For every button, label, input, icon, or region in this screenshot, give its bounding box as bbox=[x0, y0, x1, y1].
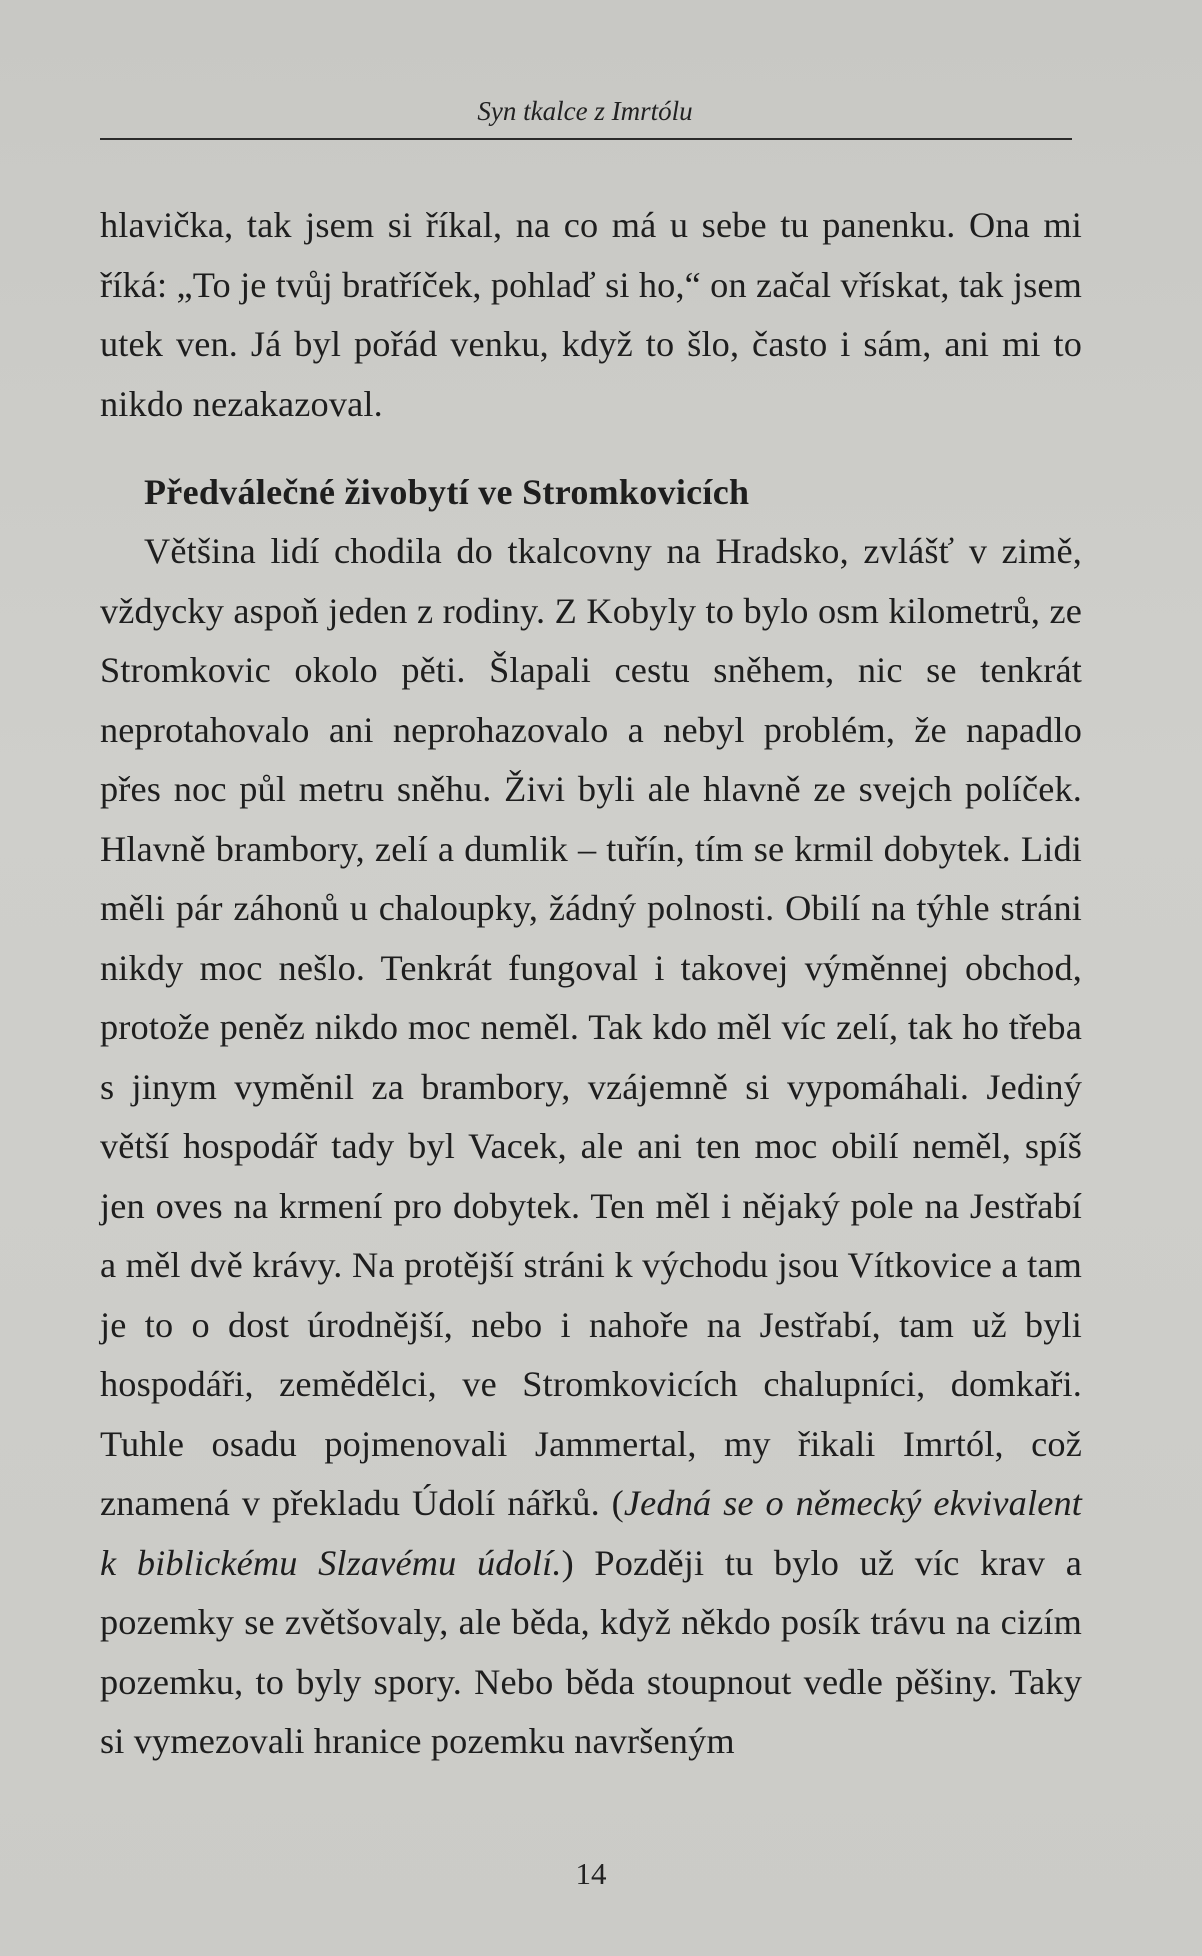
section-paragraph bbox=[100, 522, 1082, 1772]
book-title: Syn tkalce z Imrtólu bbox=[477, 96, 693, 126]
intro-paragraph: hlavička, tak jsem si říkal, na co má u sebe tu panenku. Ona mi říká: „To je tvůj bratříček, pohlaď si ho,“ on začal vřískat, tak jsem utek ven. Já byl pořád venku, když to šlo, často i sám, ani mi to nikdo nezakazoval. bbox=[100, 205, 1082, 424]
header-rule bbox=[100, 138, 1072, 140]
running-header bbox=[100, 96, 1070, 127]
section-text: Většina lidí chodila do tkalcovny na Hradsko, zvlášť v zimě, vždycky aspoň jeden z rodiny. Z Kobyly to bylo osm kilometrů, ze Stromkovic okolo pěti. Šlapali cestu sněhem, nic se tenkrát neprotahovalo ani neprohazovalo a nebyl problém, že napadlo přes noc půl metru sněhu. Živi byli ale hlavně ze svejch políček. Hlavně brambory, zelí a dumlik – tuřín, tím se krmil dobytek. Lidi měli pár záhonů u chaloupky, žádný polnosti. Obilí na týhle stráni nikdy moc nešlo. Tenkrát fungoval i takovej výměnnej obchod, protože peněz nikdo moc neměl. Tak kdo měl víc zelí, tak ho třeba s jinym vyměnil za brambory, vzájemně si vypomáhali. Jediný větší hospodář tady byl Vacek, ale ani ten moc obilí neměl, spíš jen oves na krmení pro dobytek. Ten měl i nějaký pole na Jestřabí a měl dvě krávy. Na protější stráni k východu jsou Vítkovice a tam je to o dost úrodnější, nebo i nahoře na Jestřabí, tam už byli hospodáři, zemědělci, ve Stromkovicích chalupníci, domkaři. Tuhle osadu pojmenovali Jammertal, my řikali Imrtól, což znamená v překladu Údolí nářků. ( bbox=[100, 531, 1082, 1523]
editor-note: Jedná se o německý ekvivalent k biblickému Slzavému údolí. bbox=[100, 1483, 1082, 1583]
section-text-continued: ) Později tu bylo už víc krav a pozemky se zvětšovaly, ale běda, když někdo posík trávu na cizím pozemku, to byly spory. Nebo běda stoupnout vedle pěšiny. Taky si vymezovali hranice pozemku navršeným bbox=[100, 1542, 1082, 1761]
section-heading: Předválečné živobytí ve Stromkovicích bbox=[144, 472, 750, 512]
page-number: 14 bbox=[575, 1856, 607, 1891]
page-body bbox=[100, 196, 1082, 1772]
